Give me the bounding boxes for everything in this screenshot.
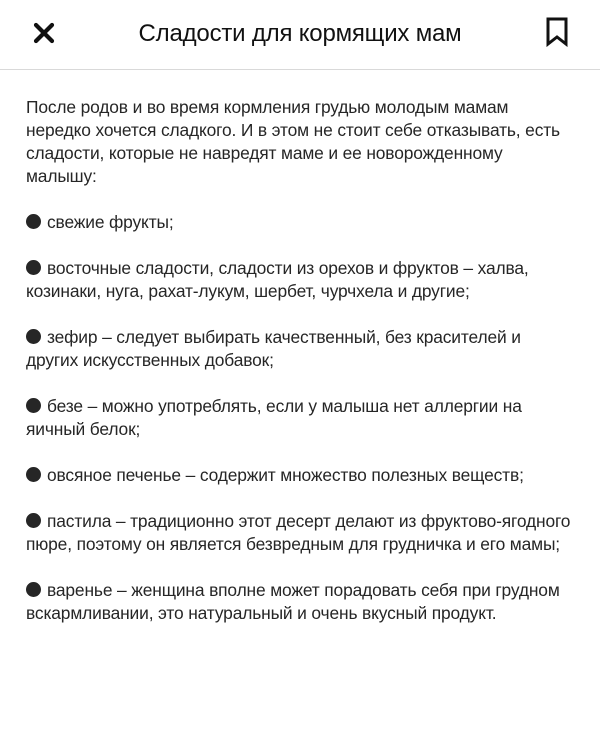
article-body xyxy=(0,70,600,625)
intro-paragraph: После родов и во время кормления грудью молодым мамам нередко хочется сладкого. И в этом не стоит себе отказывать, есть сладости, которые не навредят маме и ее новорожденному малышу: xyxy=(26,97,560,186)
bullet-icon xyxy=(26,214,41,229)
bookmark-icon xyxy=(545,17,569,52)
bullet-icon xyxy=(26,329,41,344)
close-icon xyxy=(33,22,55,49)
list-item-text: свежие фрукты; xyxy=(47,212,174,232)
list-item-text: пастила – традиционно этот десерт делают из фруктово-ягодного пюре, поэтому он является безвредным для грудничка и его мамы; xyxy=(26,511,571,554)
list-item xyxy=(26,464,574,487)
list-item xyxy=(26,510,574,556)
list-item-text: варенье – женщина вполне может порадовать себя при грудном вскармливании, это натуральный и очень вкусный продукт. xyxy=(26,580,560,623)
list-item-text: восточные сладости, сладости из орехов и фруктов – халва, козинаки, нуга, рахат-лукум, шербет, чурчхела и другие; xyxy=(26,258,529,301)
list-item-text: безе – можно употреблять, если у малыша нет аллергии на яичный белок; xyxy=(26,396,522,439)
top-bar xyxy=(0,0,600,70)
list-item xyxy=(26,211,574,234)
list-item xyxy=(26,326,574,372)
close-button[interactable] xyxy=(32,22,56,48)
bullet-icon xyxy=(26,260,41,275)
list-item xyxy=(26,579,574,625)
bullet-icon xyxy=(26,582,41,597)
list-item-text: овсяное печенье – содержит множество полезных веществ; xyxy=(47,465,524,485)
page-title: Сладости для кормящих мам xyxy=(138,19,462,47)
bullet-icon xyxy=(26,398,41,413)
list-item xyxy=(26,257,574,303)
list-item xyxy=(26,395,574,441)
bullet-icon xyxy=(26,467,41,482)
bullet-icon xyxy=(26,513,41,528)
bookmark-button[interactable] xyxy=(544,18,570,50)
list-item-text: зефир – следует выбирать качественный, без красителей и других искусственных добавок; xyxy=(26,327,521,370)
